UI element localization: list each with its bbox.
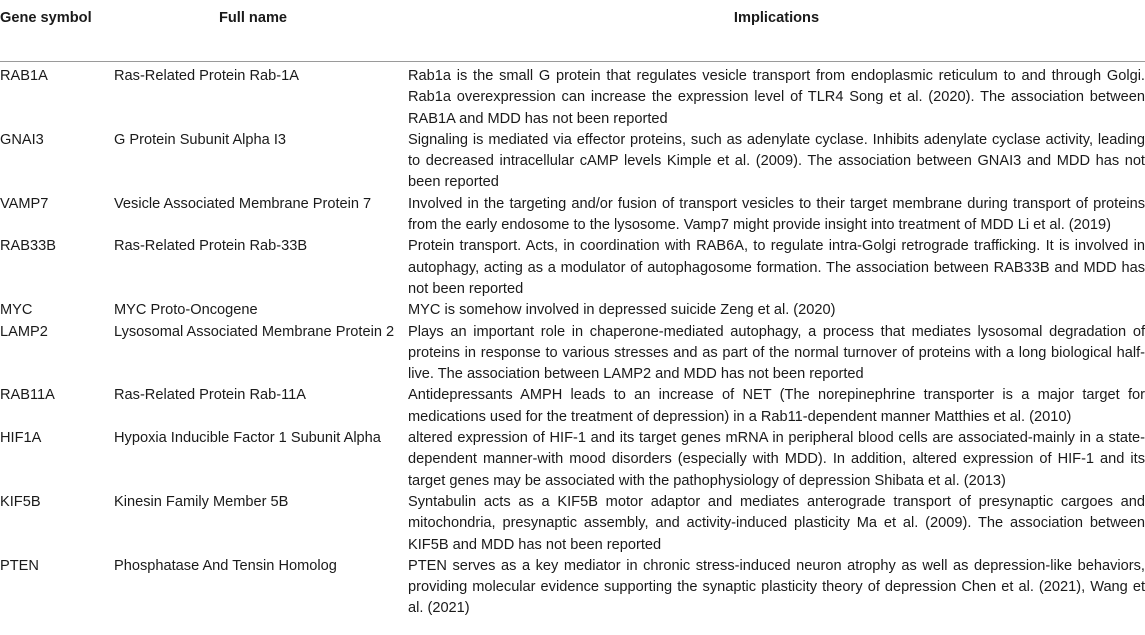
table-row <box>0 300 1145 321</box>
full-name-cell: Hypoxia Inducible Factor 1 Subunit Alpha <box>114 430 381 447</box>
implication-cell: Plays an important role in chaperone-mediated autophagy, a process that mediates lysosomal degradation of proteins in response to various stresses and as part of the normal turnover of proteins with a long biological half-live. The association between LAMP2 and MDD has not been reported <box>408 323 1145 383</box>
gene-symbol-cell: HIF1A <box>0 430 42 447</box>
full-name-cell: MYC Proto-Oncogene <box>114 302 258 319</box>
gene-symbol-cell: MYC <box>0 302 33 319</box>
full-name-cell: Ras-Related Protein Rab-1A <box>114 68 299 84</box>
implication-cell: Signaling is mediated via effector proteins, such as adenylate cyclase. Inhibits adenylate cyclase activity, leading to decreased intracellular cAMP levels Kimple et al. (2009). The association between GNAI3 and MDD has not been reported <box>408 131 1145 191</box>
full-name-cell: Kinesin Family Member 5B <box>114 493 289 510</box>
table-row <box>0 556 1145 620</box>
table-body <box>0 62 1145 620</box>
table-row <box>0 194 1145 237</box>
header-full-name: Full name <box>218 10 288 26</box>
full-name-cell: Vesicle Associated Membrane Protein 7 <box>114 195 372 212</box>
table-row <box>0 236 1145 300</box>
full-name-cell: Ras-Related Protein Rab-11A <box>114 387 306 404</box>
implication-cell: altered expression of HIF-1 and its target genes mRNA in peripheral blood cells are associated-mainly in a state-dependent manner-with mood disorders (especially with MDD). In addition, altered expression of HIF-1 and its target genes may be associated with the pathophysiology of depression Shibata et al. (2013) <box>408 430 1145 489</box>
full-name-cell: Ras-Related Protein Rab-33B <box>114 238 308 255</box>
implication-cell: Syntabulin acts as a KIF5B motor adaptor and mediates anterograde transport of presynaptic cargoes and mitochondria, presynaptic assembly, and activity-induced plasticity Ma et al. (2009). The association between KIF5B and MDD has not been reported <box>408 493 1145 553</box>
implication-cell: Involved in the targeting and/or fusion of transport vesicles to their target membrane during transport of proteins from the early endosome to the lysosome. Vamp7 might provide insight into treatment of MDD Li et al. (2019) <box>408 195 1145 234</box>
gene-symbol-cell: LAMP2 <box>0 323 48 340</box>
gene-symbol-cell: KIF5B <box>0 493 41 510</box>
implication-cell: Antidepressants AMPH leads to an increase of NET (The norepinephrine transporter is a major target for medications used for the treatment of depression) in a Rab11-dependent manner Matthies et al. (2010) <box>408 387 1145 425</box>
full-name-cell: Lysosomal Associated Membrane Protein 2 <box>114 323 395 340</box>
gene-symbol-cell: RAB33B <box>0 238 56 255</box>
table-header <box>0 0 1145 62</box>
gene-symbol-cell: RAB11A <box>0 387 55 404</box>
full-name-cell: G Protein Subunit Alpha I3 <box>114 131 286 148</box>
implication-cell: PTEN serves as a key mediator in chronic stress-induced neuron atrophy as well as depression-like behaviors, providing molecular evidence supporting the synaptic plasticity theory of depression Chen et al. (2021), Wang et al. (2021) <box>408 557 1145 617</box>
gene-symbol-cell: VAMP7 <box>0 195 49 212</box>
table-row <box>0 428 1145 492</box>
table-row <box>0 385 1145 428</box>
gene-symbol-cell: RAB1A <box>0 68 48 84</box>
implication-cell: Rab1a is the small G protein that regulates vesicle transport from endoplasmic reticulum to and through Golgi. Rab1a overexpression can increase the expression level of TLR4 Song et al. (2020). The association between RAB1A and MDD has not been reported <box>408 68 1145 127</box>
table-row <box>0 492 1145 556</box>
table-row <box>0 322 1145 386</box>
full-name-cell: Phosphatase And Tensin Homolog <box>114 557 337 574</box>
table-row <box>0 66 1145 130</box>
table-row <box>0 130 1145 194</box>
header-implications: Implications <box>733 10 820 26</box>
implication-cell: MYC is somehow involved in depressed suicide Zeng et al. (2020) <box>408 302 836 319</box>
gene-symbol-cell: GNAI3 <box>0 131 44 148</box>
header-gene-symbol: Gene symbol <box>0 10 92 26</box>
implication-cell: Protein transport. Acts, in coordination with RAB6A, to regulate intra-Golgi retrograde trafficking. It is involved in autophagy, acting as a modulator of autophagosome formation. The association between RAB33B and MDD has not been reported <box>408 238 1145 297</box>
gene-symbol-cell: PTEN <box>0 557 39 574</box>
